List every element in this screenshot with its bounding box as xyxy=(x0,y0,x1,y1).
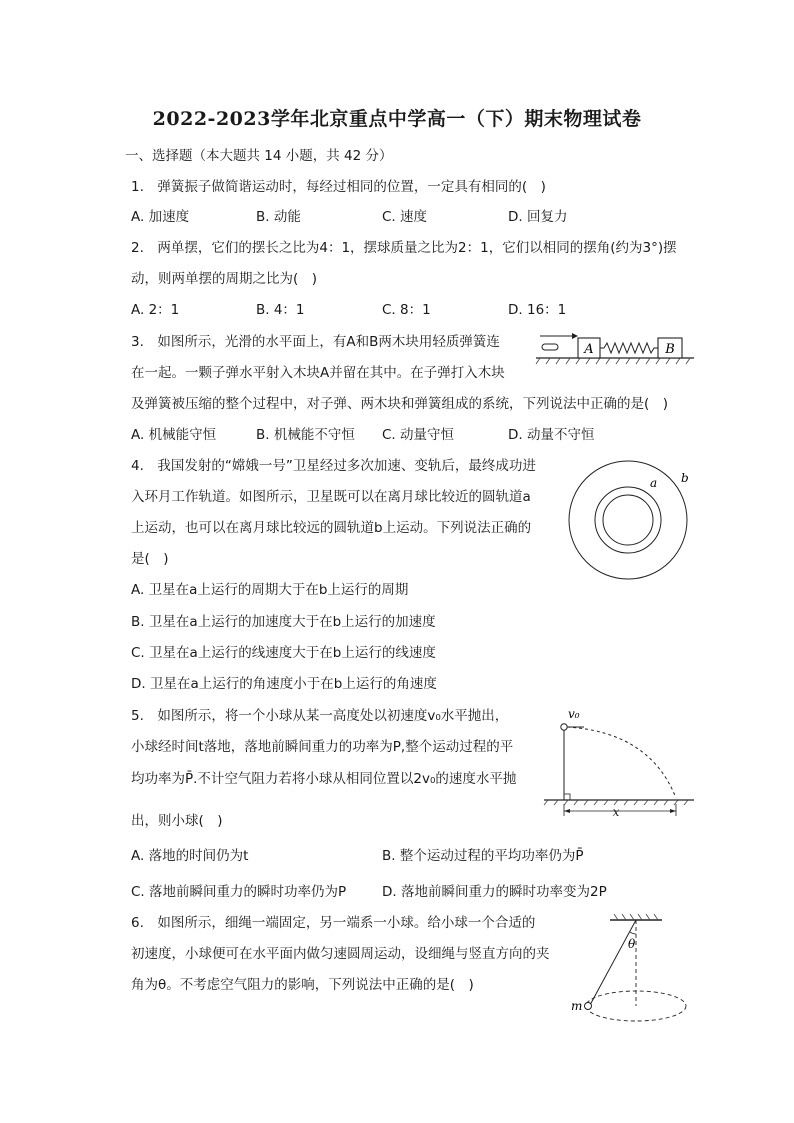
q4-option-b: B. 卫星在a上运行的加速度大于在b上运行的加速度 xyxy=(131,614,436,630)
q4-option-a: A. 卫星在a上运行的周期大于在b上运行的周期 xyxy=(131,582,409,598)
q2-stem-line1: 2. 两单摆，它们的摆长之比为4：1，摆球质量之比为2：1，它们以相同的摆角(约为3°)摆 xyxy=(131,240,677,256)
q4-stem-line1: 4. 我国发射的“嫦娥一号”卫星经过多次加速、变轨后，最终成功进 xyxy=(131,458,536,474)
q6-stem-line1: 6. 如图所示，细绳一端固定，另一端系一小球。给小球一个合适的 xyxy=(131,915,536,931)
q4-figure-label-a: a xyxy=(650,476,658,490)
q4-option-c: C. 卫星在a上运行的线速度大于在b上运行的线速度 xyxy=(131,645,436,661)
q1-option-b: B. 动能 xyxy=(256,209,301,225)
page-title: 2022-2023学年北京重点中学高一（下）期末物理试卷 xyxy=(152,108,642,130)
q3-figure-label-b: B xyxy=(665,342,675,357)
q5-option-a: A. 落地的时间仍为t xyxy=(131,848,249,864)
q5-stem-line3: 均功率为P̄.不计空气阻力若将小球从相同位置以2v₀的速度水平抛 xyxy=(131,771,517,787)
q4-stem-line2: 入环月工作轨道。如图所示，卫星既可以在离月球比较近的圆轨道a xyxy=(131,489,531,505)
q2-option-b: B. 4：1 xyxy=(256,302,305,318)
q5-option-d: D. 落地前瞬间重力的瞬时功率变为2P xyxy=(382,884,607,900)
q3-option-d: D. 动量不守恒 xyxy=(508,427,595,443)
q1-option-d: D. 回复力 xyxy=(508,209,568,225)
q5-stem-line4: 出，则小球( ) xyxy=(131,813,223,829)
q5-stem-line2: 小球经时间t落地，落地前瞬间重力的功率为P,整个运动过程的平 xyxy=(131,739,514,755)
q4-stem-line3: 上运动，也可以在离月球比较远的圆轨道b上运动。下列说法正确的 xyxy=(131,520,532,536)
q3-stem-line3: 及弹簧被压缩的整个过程中，对子弹、两木块和弹簧组成的系统，下列说法中正确的是( ) xyxy=(131,396,669,412)
q5-figure-label-v0: v₀ xyxy=(568,707,580,721)
q3-stem-line2: 在一起。一颗子弹水平射入木块A并留在其中。在子弹打入木块 xyxy=(131,365,505,381)
q3-figure-blocks-spring xyxy=(532,330,698,366)
q3-option-c: C. 动量守恒 xyxy=(382,427,455,443)
q5-figure-label-x: x xyxy=(612,805,620,819)
q6-stem-line3: 角为θ。不考虑空气阻力的影响，下列说法中正确的是( ) xyxy=(131,977,474,993)
q4-figure-label-b: b xyxy=(681,471,689,485)
q6-figure-label-m: m xyxy=(571,999,583,1013)
q4-option-d: D. 卫星在a上运行的角速度小于在b上运行的角速度 xyxy=(131,676,437,692)
q3-option-b: B. 机械能不守恒 xyxy=(256,427,355,443)
q1-stem: 1. 弹簧振子做简谐运动时，每经过相同的位置，一定具有相同的( ) xyxy=(131,179,546,195)
q6-figure-label-theta: θ xyxy=(628,937,636,951)
q2-option-a: A. 2：1 xyxy=(131,302,180,318)
q3-stem-line1: 3. 如图所示，光滑的水平面上，有A和B两木块用轻质弹簧连 xyxy=(131,334,500,350)
q2-stem-line2: 动，则两单摆的周期之比为( ) xyxy=(131,271,318,287)
q5-stem-line1: 5. 如图所示，将一个小球从某一高度处以初速度v₀水平抛出， xyxy=(131,708,509,724)
q2-option-c: C. 8：1 xyxy=(382,302,431,318)
q3-option-a: A. 机械能守恒 xyxy=(131,427,217,443)
bullet-shape xyxy=(542,344,558,350)
q5-figure-projectile xyxy=(540,704,696,820)
q2-option-d: D. 16：1 xyxy=(508,302,567,318)
q6-figure-conical-pendulum xyxy=(566,910,696,1026)
q4-figure-orbits xyxy=(566,458,698,582)
q6-stem-line2: 初速度，小球便可在水平面内做匀速圆周运动，设细绳与竖直方向的夹 xyxy=(131,946,550,962)
q3-figure-label-a: A xyxy=(584,342,594,357)
q1-option-a: A. 加速度 xyxy=(131,209,190,225)
q5-option-b: B. 整个运动过程的平均功率仍为P̄ xyxy=(382,848,584,864)
q1-option-c: C. 速度 xyxy=(382,209,428,225)
section-heading: 一、选择题（本大题共 14 小题，共 42 分） xyxy=(125,148,393,164)
q5-option-c: C. 落地前瞬间重力的瞬时功率仍为P xyxy=(131,884,347,900)
q4-stem-line4: 是( ) xyxy=(131,551,169,567)
